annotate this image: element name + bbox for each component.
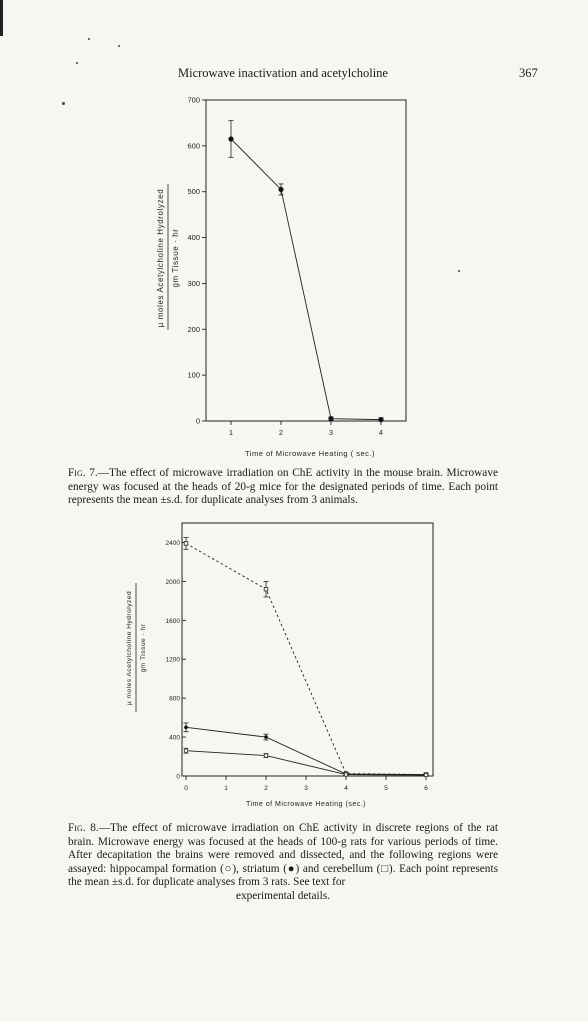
x-tick-label: 4 <box>344 785 348 792</box>
figure-7-caption-text: —The effect of microwave irradiation on ChE activity in the mouse brain. Microwave energy was focused at the heads of 20-g mice for the designated periods of time. Each point represents the mean ±s.d. for duplicate analyses from 3 animals. <box>68 467 498 506</box>
y-tick-label: 500 <box>187 187 200 197</box>
figure-8-caption-last-line: experimental details. <box>235 889 331 902</box>
x-tick-label: 1 <box>228 428 234 437</box>
y-axis-label-numerator: µ moles Acetylcholine Hydrolyzed <box>156 188 165 328</box>
x-tick-label: 1 <box>224 785 228 792</box>
y-tick-label: 100 <box>187 370 200 380</box>
data-point <box>264 735 268 739</box>
running-title: Microwave inactivation and acetylcholine <box>178 66 388 80</box>
x-tick-label: 5 <box>384 785 388 792</box>
y-tick-label: 0 <box>195 416 200 426</box>
y-axis-label-denominator: gm Tissue · hr <box>140 623 147 673</box>
y-tick-label: 400 <box>169 734 180 742</box>
y-tick-label: 400 <box>187 233 200 243</box>
series-line-2 <box>186 751 426 775</box>
y-tick-label: 700 <box>187 95 200 105</box>
figure-8-caption-label: Fig. 8. <box>68 822 99 834</box>
data-point <box>264 754 268 758</box>
x-axis-label: Time of Microwave Heating (sec.) <box>246 801 366 808</box>
x-tick-label: 2 <box>264 785 268 792</box>
data-point <box>184 542 188 546</box>
x-axis-label: Time of Microwave Heating ( sec.) <box>244 449 376 458</box>
data-point <box>184 749 188 753</box>
y-axis-label-denominator: gm Tissue · hr <box>171 228 180 288</box>
data-point <box>264 587 268 591</box>
x-tick-label: 2 <box>278 428 284 437</box>
page-number: 367 <box>519 66 538 80</box>
y-tick-label: 2400 <box>165 539 180 547</box>
y-axis-label-numerator: µ moles Acetylcholine Hydrolyzed <box>126 590 133 706</box>
x-tick-label: 0 <box>184 785 188 792</box>
plot-frame <box>182 523 433 776</box>
y-tick-label: 1600 <box>165 617 180 625</box>
x-tick-label: 6 <box>424 785 428 792</box>
y-tick-label: 800 <box>169 695 180 703</box>
x-tick-label: 3 <box>304 785 308 792</box>
y-tick-label: 600 <box>187 141 200 151</box>
x-tick-label: 4 <box>378 428 384 437</box>
series-line-0 <box>186 543 426 774</box>
y-tick-label: 1200 <box>165 656 180 664</box>
y-tick-label: 200 <box>187 324 200 334</box>
figure-8-caption-text: —The effect of microwave irradiation on ChE activity in discrete regions of the rat brain. Microwave energy was focused at the heads of 100-g rats for various periods of time. After decapitation the brains were removed and dissected, and the following regions were assayed: hippocampal formation (○), striatum (●) and cerebellum (□). Each point represents the mean ±s.d. for duplicate analyses from 3 rats. See text for <box>68 822 498 888</box>
figure-8-caption <box>68 822 498 903</box>
y-tick-label: 2000 <box>165 578 180 586</box>
y-tick-label: 0 <box>176 773 180 781</box>
series-line-1 <box>186 727 426 774</box>
data-point <box>184 726 188 730</box>
figure-7-caption-label: Fig. 7. <box>68 467 98 479</box>
data-point <box>424 773 428 777</box>
x-tick-label: 3 <box>328 428 334 437</box>
y-tick-label: 300 <box>187 278 200 288</box>
data-point <box>344 773 348 777</box>
